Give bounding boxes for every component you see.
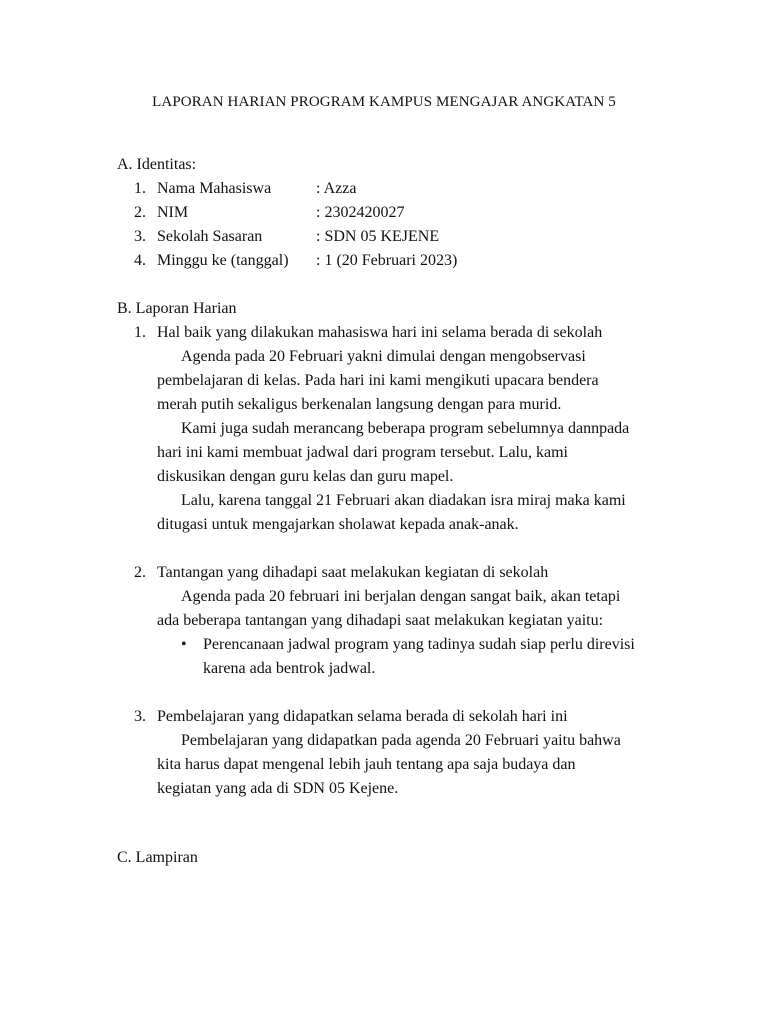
- identity-number: 1.: [134, 180, 146, 197]
- paragraph-line: kegiatan yang ada di SDN 05 Kejene.: [157, 780, 399, 797]
- identity-value: : 1 (20 Februari 2023): [316, 252, 458, 269]
- paragraph-line: ditugasi untuk mengajarkan sholawat kepada anak-anak.: [157, 516, 519, 533]
- identity-number: 4.: [134, 252, 146, 269]
- report-item-number: 1.: [134, 324, 146, 341]
- paragraph-line: Agenda pada 20 februari ini berjalan dengan sangat baik, akan tetapi: [181, 588, 621, 605]
- identity-value: : Azza: [316, 180, 357, 197]
- paragraph-line: Pembelajaran yang didapatkan pada agenda 20 Februari yaitu bahwa: [181, 732, 621, 749]
- paragraph-line: hari ini kami membuat jadwal dari program tersebut. Lalu, kami: [157, 444, 568, 461]
- identity-label: NIM: [157, 204, 189, 221]
- identity-label: Nama Mahasiswa: [157, 180, 272, 197]
- report-item-number: 2.: [134, 564, 146, 581]
- report-item-number: 3.: [134, 708, 146, 725]
- section-c-heading: C. Lampiran: [117, 849, 198, 866]
- identity-value: : 2302420027: [316, 204, 405, 221]
- identity-value: : SDN 05 KEJENE: [316, 228, 440, 245]
- section-b-heading: B. Laporan Harian: [117, 300, 237, 317]
- paragraph-line: diskusikan dengan guru kelas dan guru mapel.: [157, 468, 454, 485]
- identity-number: 3.: [134, 228, 146, 245]
- bullet-icon: •: [181, 636, 187, 653]
- paragraph-line: ada beberapa tantangan yang dihadapi saat melakukan kegiatan yaitu:: [157, 612, 604, 629]
- paragraph-line: pembelajaran di kelas. Pada hari ini kami mengikuti upacara bendera: [157, 372, 599, 389]
- report-item-heading: Tantangan yang dihadapi saat melakukan kegiatan di sekolah: [157, 564, 549, 581]
- report-item-heading: Pembelajaran yang didapatkan selama berada di sekolah hari ini: [157, 708, 568, 725]
- report-item-heading: Hal baik yang dilakukan mahasiswa hari ini selama berada di sekolah: [157, 324, 603, 341]
- paragraph-line: Lalu, karena tanggal 21 Februari akan diadakan isra miraj maka kami: [181, 492, 626, 509]
- document-title: LAPORAN HARIAN PROGRAM KAMPUS MENGAJAR ANGKATAN 5: [152, 94, 616, 110]
- paragraph-line: Agenda pada 20 Februari yakni dimulai dengan mengobservasi: [181, 348, 586, 365]
- identity-label: Minggu ke (tanggal): [157, 252, 289, 269]
- paragraph-line: merah putih sekaligus berkenalan langsung dengan para murid.: [157, 396, 562, 413]
- bullet-line: Perencanaan jadwal program yang tadinya sudah siap perlu direvisi: [203, 636, 635, 653]
- identity-number: 2.: [134, 204, 146, 221]
- paragraph-line: kita harus dapat mengenal lebih jauh tentang apa saja budaya dan: [157, 756, 576, 773]
- identity-label: Sekolah Sasaran: [157, 228, 263, 245]
- paragraph-line: Kami juga sudah merancang beberapa program sebelumnya dannpada: [181, 420, 630, 437]
- section-a-heading: A. Identitas:: [117, 156, 197, 173]
- bullet-line: karena ada bentrok jadwal.: [203, 660, 376, 677]
